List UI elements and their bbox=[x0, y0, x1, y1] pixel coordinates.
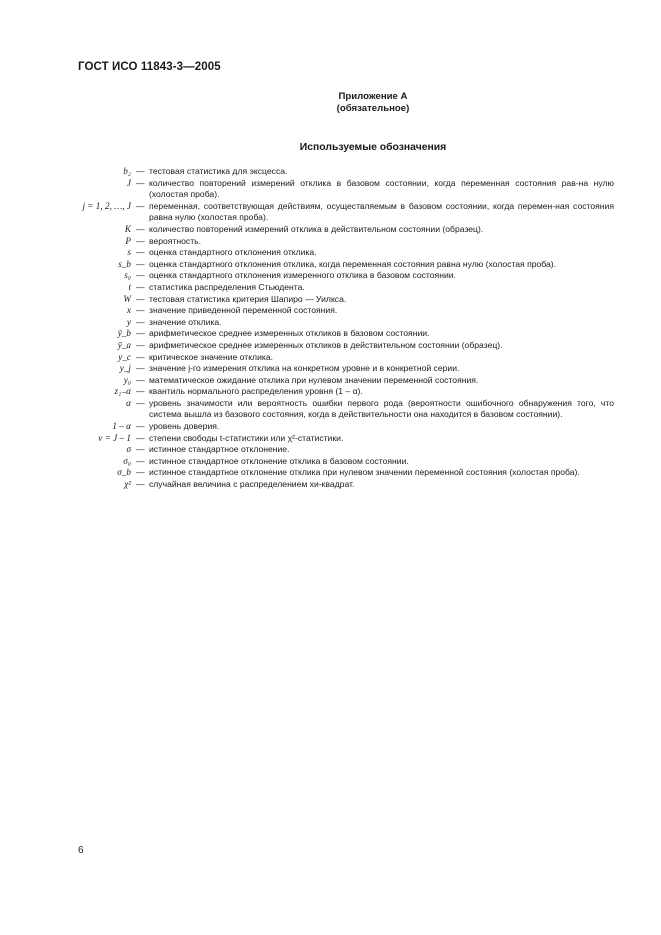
symbol-dash: — bbox=[136, 270, 145, 281]
symbol-term: b₂ bbox=[123, 166, 131, 176]
symbol-dash: — bbox=[136, 305, 145, 316]
symbol-row bbox=[60, 386, 620, 398]
symbol-row bbox=[60, 421, 620, 433]
symbol-term: J bbox=[126, 177, 131, 188]
symbol-dash: — bbox=[136, 293, 145, 304]
symbol-term: z₁₋α bbox=[114, 386, 131, 397]
symbol-term: s₀ bbox=[124, 270, 131, 281]
symbol-term: s bbox=[127, 247, 131, 258]
symbol-row bbox=[60, 294, 620, 306]
symbol-term: y_c bbox=[118, 351, 131, 362]
symbol-row bbox=[60, 433, 620, 445]
symbol-term: σ_b bbox=[117, 467, 131, 478]
appendix-heading bbox=[200, 91, 546, 115]
symbol-term: x bbox=[126, 305, 131, 316]
symbol-row bbox=[60, 259, 620, 271]
symbol-dash: — bbox=[136, 374, 145, 385]
symbol-dash: — bbox=[136, 339, 145, 350]
symbol-term: σ₀ bbox=[123, 455, 131, 466]
symbol-dash: — bbox=[136, 363, 145, 374]
symbol-definition: вероятность. bbox=[149, 235, 202, 246]
symbol-term: y₀ bbox=[123, 374, 131, 385]
symbol-definition: математическое ожидание отклика при нулевом значении переменной состояния. bbox=[149, 374, 479, 385]
symbol-row bbox=[60, 352, 620, 364]
symbol-dash: — bbox=[136, 444, 145, 455]
symbol-term: j = 1, 2, …, J bbox=[82, 200, 131, 211]
symbol-term: ȳ_a bbox=[117, 339, 131, 350]
symbol-definition: значение отклика. bbox=[149, 316, 222, 327]
symbol-definition: истинное стандартное отклонение отклика при нулевом значении переменной состояния (холостая проба). bbox=[149, 467, 580, 478]
symbol-dash: — bbox=[136, 328, 145, 339]
symbol-dash: — bbox=[136, 421, 145, 432]
page-number: 6 bbox=[78, 845, 84, 856]
symbol-definition: квантиль нормального распределения уровня (1 – α). bbox=[149, 386, 363, 397]
symbol-dash: — bbox=[136, 432, 145, 443]
symbol-definition: истинное стандартное отклонение отклика в базовом состоянии. bbox=[149, 455, 409, 466]
symbol-row bbox=[60, 363, 620, 375]
symbol-term: y bbox=[126, 316, 131, 327]
symbol-term: α bbox=[126, 397, 131, 408]
symbol-dash: — bbox=[136, 351, 145, 362]
symbol-definition: оценка стандартного отклонения отклика, когда переменная состояния равна нулю (холостая проба). bbox=[149, 258, 557, 269]
symbol-definition: степени свободы t-статистики или χ²-статистики. bbox=[149, 432, 344, 443]
symbol-term: 1 – α bbox=[112, 421, 131, 432]
symbol-definition: количество повторений измерений отклика в действительном состоянии (образец). bbox=[149, 223, 484, 234]
symbol-row bbox=[60, 166, 620, 178]
symbol-definition: критическое значение отклика. bbox=[149, 351, 273, 362]
symbol-definition: арифметическое среднее измеренных откликов в действительном состоянии (образец). bbox=[149, 339, 503, 350]
symbol-definition: значение приведенной переменной состояния. bbox=[149, 305, 338, 316]
symbol-row bbox=[60, 201, 620, 224]
symbol-definition: уровень доверия. bbox=[149, 421, 220, 432]
symbol-row bbox=[60, 479, 620, 491]
symbol-definition: статистика распределения Стьюдента. bbox=[149, 281, 305, 292]
symbol-row bbox=[60, 282, 620, 294]
symbol-row bbox=[60, 270, 620, 282]
symbol-row bbox=[60, 467, 620, 479]
symbol-definition: оценка стандартного отклонения измеренного отклика в базовом состоянии. bbox=[149, 270, 456, 281]
symbol-definition: значение j-го измерения отклика на конкретном уровне и в конкретной серии. bbox=[149, 363, 460, 374]
symbol-row bbox=[60, 305, 620, 317]
symbol-definition: оценка стандартного отклонения отклика. bbox=[149, 247, 317, 258]
appendix-title: Приложение А bbox=[338, 91, 408, 102]
symbol-term: W bbox=[123, 293, 131, 304]
symbol-term: y_j bbox=[119, 363, 131, 374]
symbol-term: P bbox=[125, 235, 131, 246]
section-title: Используемые обозначения bbox=[299, 142, 447, 153]
symbol-dash: — bbox=[136, 166, 145, 176]
symbol-row bbox=[60, 444, 620, 456]
symbol-definition: случайная величина с распределением хи-квадрат. bbox=[149, 479, 355, 490]
symbol-dash: — bbox=[136, 316, 145, 327]
symbol-definition: уровень значимости или вероятность ошибки первого рода (вероятности ошибочного обнаружения того, что система вышла из базового состояния, когда в действительности она находится в базовом состоянии). bbox=[149, 397, 614, 420]
appendix-subtitle: (обязательное) bbox=[336, 103, 410, 114]
symbol-dash: — bbox=[136, 455, 145, 466]
symbol-dash: — bbox=[136, 200, 145, 211]
symbol-row bbox=[60, 340, 620, 352]
symbol-definition: истинное стандартное отклонение. bbox=[149, 444, 290, 455]
symbol-term: χ² bbox=[124, 479, 131, 490]
symbol-dash: — bbox=[136, 386, 145, 397]
standard-header: ГОСТ ИСО 11843-3—2005 bbox=[78, 61, 221, 73]
symbol-dash: — bbox=[136, 479, 145, 490]
symbol-row bbox=[60, 317, 620, 329]
symbol-term: ν = J – 1 bbox=[98, 432, 131, 443]
symbol-dash: — bbox=[136, 258, 145, 269]
symbol-dash: — bbox=[136, 397, 145, 408]
symbol-term: K bbox=[124, 223, 131, 234]
symbol-dash: — bbox=[136, 177, 145, 188]
symbol-dash: — bbox=[136, 281, 145, 292]
symbol-row bbox=[60, 375, 620, 387]
symbol-term: ȳ_b bbox=[117, 328, 131, 339]
symbol-definition: тестовая статистика критерия Шапиро — Уилкса. bbox=[149, 293, 347, 304]
symbol-row bbox=[60, 456, 620, 468]
symbol-dash: — bbox=[136, 223, 145, 234]
symbol-row bbox=[60, 236, 620, 248]
symbol-row bbox=[60, 328, 620, 340]
symbol-definition: переменная, соответствующая действиям, осуществляемым в базовом состоянии, когда перемен-ная состояния равна нулю (холостая проба). bbox=[149, 200, 614, 223]
symbol-row bbox=[60, 398, 620, 421]
symbol-term: s_b bbox=[118, 258, 131, 269]
symbol-row bbox=[60, 178, 620, 201]
symbols-list bbox=[60, 166, 620, 491]
symbol-definition: количество повторений измерений отклика в базовом состоянии, когда переменная состояния рав-на нулю (холостая проба). bbox=[149, 177, 614, 200]
symbol-row bbox=[60, 247, 620, 259]
symbol-row bbox=[60, 224, 620, 236]
symbol-term: t bbox=[128, 281, 131, 292]
symbol-dash: — bbox=[136, 467, 145, 478]
symbol-definition: тестовая статистика для эксцесса. bbox=[149, 166, 288, 176]
symbol-term: σ bbox=[126, 444, 131, 455]
symbol-dash: — bbox=[136, 247, 145, 258]
symbol-definition: арифметическое среднее измеренных откликов в базовом состоянии. bbox=[149, 328, 430, 339]
symbol-dash: — bbox=[136, 235, 145, 246]
